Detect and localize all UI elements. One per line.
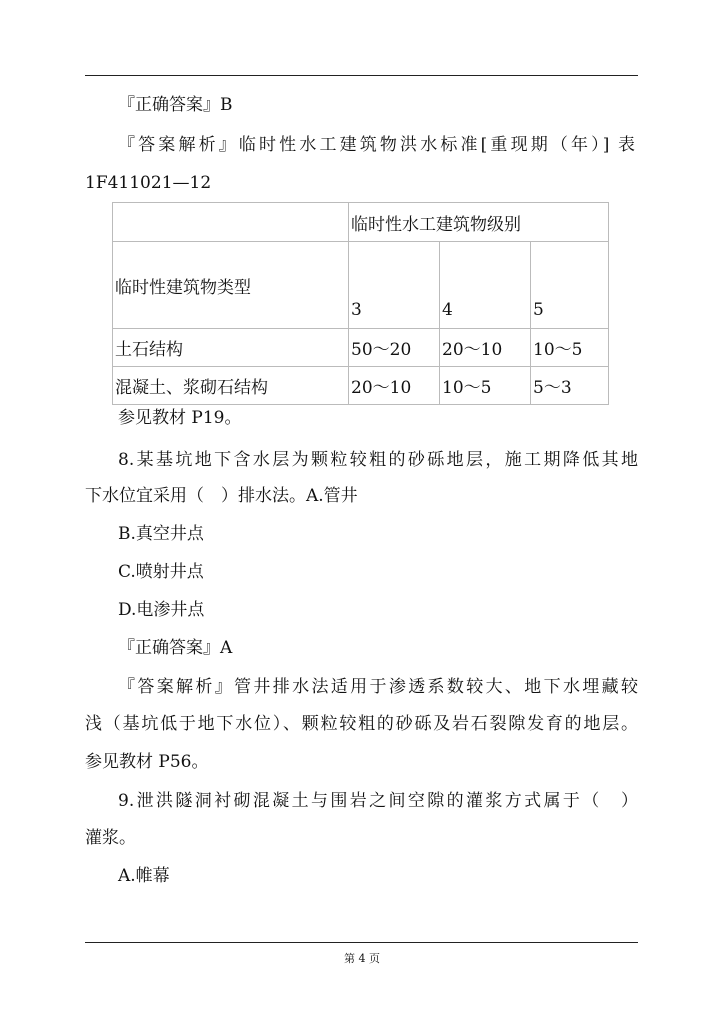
table-row [113,367,609,405]
q8-answer: 『正确答案』A [118,638,233,658]
table-type-label: 临时性建筑物类型 [113,242,349,329]
q7-reference: 参见教材 P19。 [118,408,242,428]
table-cell: 10～5 [440,367,531,405]
q8-stem-line1: 8.某基坑地下含水层为颗粒较粗的砂砾地层，施工期降低其地 [118,450,638,470]
table-header-group: 临时性水工建筑物级别 [349,203,609,242]
q8-analysis-line1: 『答案解析』管井排水法适用于渗透系数较大、地下水埋藏较 [118,677,638,697]
table-cell: 5～3 [531,367,609,405]
q8-analysis-line2: 浅（基坑低于地下水位）、颗粒较粗的砂砾及岩石裂隙发育的地层。 [85,714,638,734]
q9-stem-line2: 灌浆。 [85,828,136,848]
table-level-cell: 3 [349,242,440,329]
q8-stem-line2: 下水位宜采用（ ）排水法。A.管井 [85,486,358,506]
flood-standard-table [112,202,609,405]
q8-option-b: B.真空井点 [118,524,204,544]
q7-answer: 『正确答案』B [118,95,233,115]
header-rule [85,75,638,76]
table-cell: 50～20 [349,329,440,367]
table-row [113,329,609,367]
q8-reference: 参见教材 P56。 [85,752,209,772]
table-level-cell: 5 [531,242,609,329]
q8-option-d: D.电渗井点 [118,600,205,620]
q9-stem-line1: 9.泄洪隧洞衬砌混凝土与围岩之间空隙的灌浆方式属于（ ） [118,791,638,811]
q7-analysis-line1: 『答案解析』临时性水工建筑物洪水标准[重现期（年）] 表 [118,135,635,155]
table-corner-cell [113,203,349,242]
footer-rule [85,942,638,943]
q8-option-c: C.喷射井点 [118,562,204,582]
table-cell: 10～5 [531,329,609,367]
table-cell: 20～10 [349,367,440,405]
table-level-cell: 4 [440,242,531,329]
table-cell: 20～10 [440,329,531,367]
table-level-row [113,242,609,329]
page-number: 第 4 页 [344,952,380,965]
table-row-type: 土石结构 [113,329,349,367]
q9-option-a: A.帷幕 [118,866,170,886]
table-header-row [113,203,609,242]
q7-analysis-line2: 1F411021—12 [85,173,212,193]
table-row-type: 混凝土、浆砌石结构 [113,367,349,405]
